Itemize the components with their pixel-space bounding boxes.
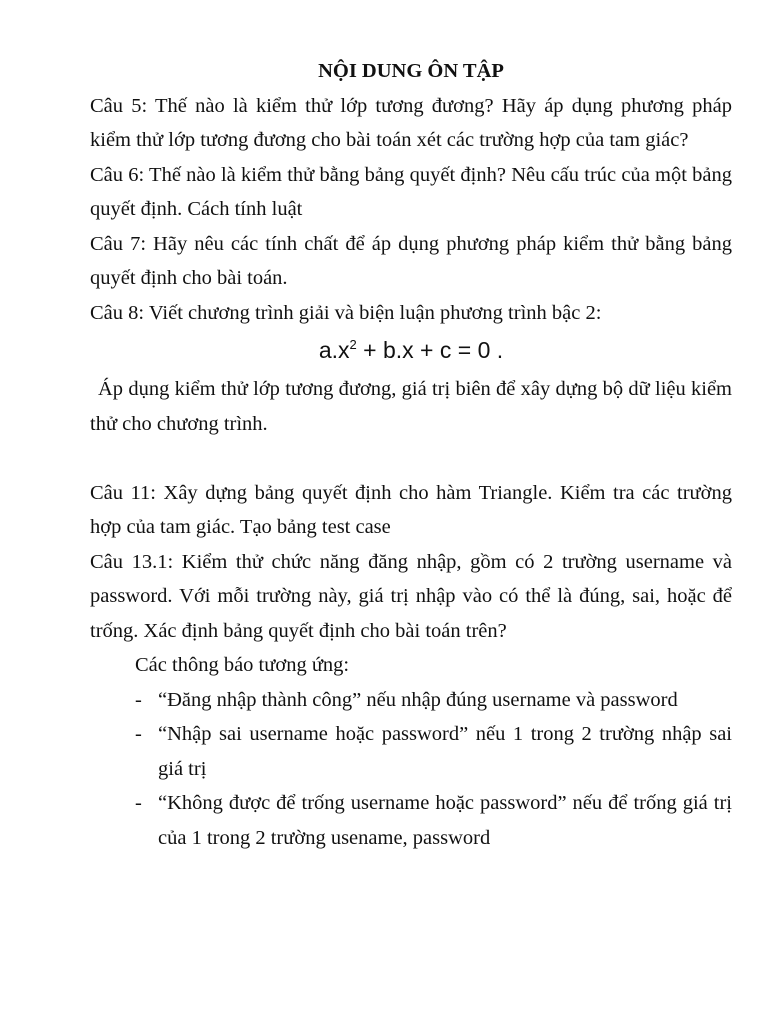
question-7: Câu 7: Hãy nêu các tính chất để áp dụng phương pháp kiểm thử bằng bảng quyết định cho bài toán. <box>90 232 732 289</box>
document-page <box>90 54 732 855</box>
notice-item <box>90 717 732 786</box>
notice-item <box>90 786 732 855</box>
quadratic-formula <box>90 330 732 370</box>
question-11: Câu 11: Xây dựng bảng quyết định cho hàm Triangle. Kiểm tra các trường hợp của tam giác. Tạo bảng test case <box>90 481 732 538</box>
question-8: Câu 8: Viết chương trình giải và biện luận phương trình bậc 2: <box>90 301 602 324</box>
notices-list <box>90 683 732 856</box>
page-title: NỘI DUNG ÔN TẬP <box>318 60 504 82</box>
question-6: Câu 6: Thế nào là kiểm thử bằng bảng quyết định? Nêu cấu trúc của một bảng quyết định. Cách tính luật <box>90 163 732 220</box>
blank-line <box>90 441 732 476</box>
formula-base: a.x <box>318 337 350 363</box>
formula-rest: + b.x + c = 0 . <box>356 337 504 363</box>
notice-text: “Nhập sai username hoặc password” nếu 1 trong 2 trường nhập sai giá trị <box>158 723 732 780</box>
notice-item <box>90 683 732 718</box>
notice-text: “Đăng nhập thành công” nếu nhập đúng username và password <box>158 688 678 711</box>
formula-exponent: 2 <box>349 337 357 352</box>
notices-label: Các thông báo tương ứng: <box>135 654 350 676</box>
bullet-dash: - <box>135 723 142 745</box>
bullet-dash: - <box>135 792 142 814</box>
notice-text: “Không được để trống username hoặc password” nếu để trống giá trị của 1 trong 2 trường usename, password <box>158 792 732 849</box>
question-13-1: Câu 13.1: Kiểm thử chức năng đăng nhập, gồm có 2 trường username và password. Với mỗi trường này, giá trị nhập vào có thể là đúng, sai, hoặc để trống. Xác định bảng quyết định cho bài toán trên? <box>90 550 732 642</box>
question-8-application: Áp dụng kiểm thử lớp tương đương, giá trị biên để xây dựng bộ dữ liệu kiểm thử cho chương trình. <box>90 378 732 435</box>
bullet-dash: - <box>135 688 142 711</box>
question-5: Câu 5: Thế nào là kiểm thử lớp tương đương? Hãy áp dụng phương pháp kiểm thử lớp tương đương cho bài toán xét các trường hợp của tam giác? <box>90 94 732 151</box>
